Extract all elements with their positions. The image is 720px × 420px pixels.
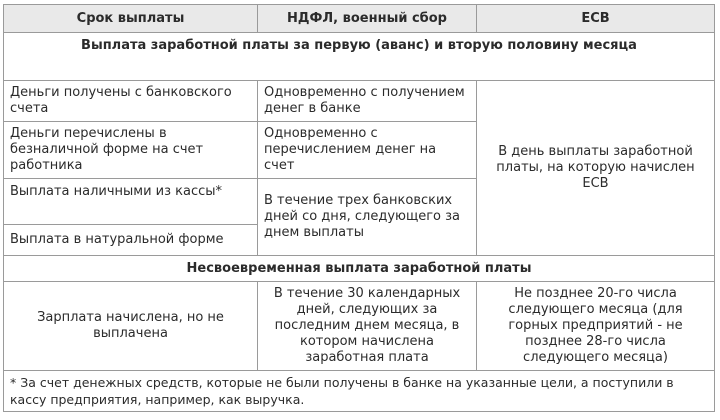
esv-cell: Не позднее 20-го числа следующего месяца (для горных предприятий - не позднее 28-го числа следующего месяца) <box>477 282 715 371</box>
section-row <box>4 256 715 282</box>
term-cell: Выплата наличными из кассы* <box>4 179 258 225</box>
table-row <box>4 282 715 371</box>
section-title: Выплата заработной платы за первую (аванс) и вторую половину месяца <box>4 33 715 81</box>
term-cell: Деньги получены с банковского счета <box>4 81 258 122</box>
footnote: * За счет денежных средств, которые не были получены в банке на указанные цели, а поступили в кассу предприятия, например, как выручка. <box>4 371 715 412</box>
ndfl-cell: Одновременно с перечислением денег на счет <box>258 122 477 179</box>
ndfl-cell: В течение 30 календарных дней, следующих за последним днем месяца, в котором начислена заработная плата <box>258 282 477 371</box>
term-cell: Выплата в натуральной форме <box>4 225 258 256</box>
table-row <box>4 81 715 122</box>
header-esv: ЕСВ <box>477 5 715 33</box>
header-row <box>4 5 715 33</box>
ndfl-cell: В течение трех банковских дней со дня, следующего за днем выплаты <box>258 179 477 256</box>
esv-cell: В день выплаты заработной платы, на которую начислен ЕСВ <box>477 81 715 256</box>
section-row <box>4 33 715 81</box>
footnote-row <box>4 371 715 412</box>
payment-terms-table <box>3 4 715 412</box>
section-title: Несвоевременная выплата заработной платы <box>4 256 715 282</box>
term-cell: Деньги перечислены в безналичной форме на счет работника <box>4 122 258 179</box>
header-ndfl: НДФЛ, военный сбор <box>258 5 477 33</box>
header-term: Срок выплаты <box>4 5 258 33</box>
ndfl-cell: Одновременно с получением денег в банке <box>258 81 477 122</box>
term-cell: Зарплата начислена, но не выплачена <box>4 282 258 371</box>
